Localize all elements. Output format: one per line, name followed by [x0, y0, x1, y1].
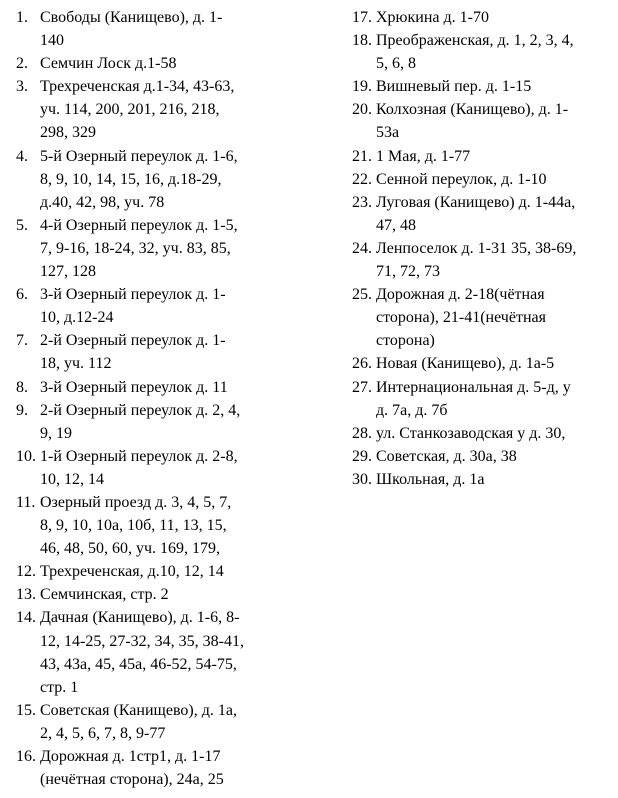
list-item — [16, 376, 284, 399]
list-item-line: Семчинская, стр. 2 — [40, 586, 169, 604]
list-item-text — [376, 445, 614, 468]
list-item-text — [376, 468, 614, 491]
list-item-line: 4-й Озерный переулок д. 1-5, — [40, 216, 238, 234]
list-item-line: Колхозная (Канищево), д. 1- — [376, 101, 569, 119]
list-item-line: 7, 9-16, 18-24, 32, уч. 83, 85, — [40, 239, 231, 257]
list-item — [352, 191, 614, 237]
list-item-line: Дорожная д. 1стр1, д. 1-17 — [40, 748, 221, 765]
list-item-line: 10, д.12-24 — [40, 309, 114, 327]
list-item-number: 1. — [16, 9, 28, 26]
list-item-number: 18. — [352, 32, 372, 50]
list-item-text — [40, 6, 284, 52]
list-item-text — [376, 29, 614, 75]
list-item — [352, 468, 614, 491]
list-item-number: 7. — [16, 332, 28, 350]
list-item — [16, 606, 284, 698]
list-item-line: ул. Станкозаводская у д. 30, — [376, 424, 566, 442]
list-item-line: 53а — [376, 124, 400, 142]
list-item-line: 2-й Озерный переулок д. 2, 4, — [40, 401, 241, 419]
list-item — [16, 75, 284, 144]
list-item — [352, 75, 614, 98]
list-item-number: 10. — [16, 447, 36, 465]
list-item-number: 29. — [352, 447, 372, 465]
list-item-number: 4. — [16, 147, 28, 165]
list-item-line: 298, 329 — [40, 124, 96, 142]
list-item — [352, 445, 614, 468]
list-item — [352, 29, 614, 75]
list-item-line: сторона) — [376, 332, 435, 350]
list-item-text — [40, 214, 284, 283]
list-item-line: 3-й Озерный переулок д. 1- — [40, 286, 226, 304]
list-item-line: 1 Мая, д. 1-77 — [376, 147, 471, 165]
list-item-line: Сенной переулок, д. 1-10 — [376, 170, 547, 188]
list-item-text — [376, 283, 614, 352]
list-item-text — [376, 422, 614, 445]
list-item-line: Трехреченская, д.10, 12, 14 — [40, 563, 224, 581]
list-item-number: 3. — [16, 78, 28, 96]
list-item-number: 8. — [16, 378, 28, 396]
list-item-line: 71, 72, 73 — [376, 263, 440, 281]
list-item — [352, 352, 614, 375]
list-item-line: 46, 48, 50, 60, уч. 169, 179, — [40, 540, 221, 558]
list-item — [16, 145, 284, 214]
list-item-line: Ленпоселок д. 1-31 35, 38-69, — [376, 239, 577, 257]
list-item-line: 5-й Озерный переулок д. 1-6, — [40, 147, 238, 165]
list-item-number: 21. — [352, 147, 372, 165]
list-item — [352, 145, 614, 168]
list-item-text — [376, 352, 614, 375]
list-item-number: 26. — [352, 355, 372, 373]
list-item — [352, 283, 614, 352]
list-item-number: 28. — [352, 424, 372, 442]
list-item-line: сторона), 21-41(нечётная — [376, 309, 546, 327]
list-item-line: Преображенская, д. 1, 2, 3, 4, — [376, 32, 574, 50]
list-item-line: 2-й Озерный переулок д. 1- — [40, 332, 226, 350]
list-item-text — [376, 376, 614, 422]
list-item-text — [40, 75, 284, 144]
list-item-number: 15. — [16, 701, 36, 719]
list-item-text — [376, 191, 614, 237]
list-item-text — [40, 560, 284, 583]
list-item — [16, 491, 284, 560]
list-item-line: Школьная, д. 1а — [376, 470, 485, 488]
list-item-line: 8, 9, 10, 10а, 10б, 11, 13, 15, — [40, 517, 227, 535]
list-item-line: Интернациональная д. 5-д, у — [376, 378, 571, 396]
list-item-line: уч. 114, 200, 201, 216, 218, — [40, 101, 220, 119]
list-item-text — [40, 583, 284, 606]
list-item-text — [376, 98, 614, 144]
list-item-line: 5, 6, 8 — [376, 55, 416, 73]
list-item-text — [40, 283, 284, 329]
list-item-number: 16. — [16, 748, 36, 765]
list-item-number: 22. — [352, 170, 372, 188]
list-item-line: 8, 9, 10, 14, 15, 16, д.18-29, — [40, 170, 222, 188]
list-item-text — [40, 699, 284, 745]
list-item-number: 27. — [352, 378, 372, 396]
list-item — [16, 560, 284, 583]
list-item — [16, 283, 284, 329]
list-item — [352, 422, 614, 445]
list-item-line: 127, 128 — [40, 263, 96, 281]
list-item-line: Трехреченская д.1-34, 43-63, — [40, 78, 235, 96]
list-item — [16, 745, 284, 791]
list-item-line: д.40, 42, 98, уч. 78 — [40, 193, 165, 211]
list-item-number: 23. — [352, 193, 372, 211]
list-item — [352, 6, 614, 29]
list-item-text — [40, 606, 284, 698]
list-item-text — [40, 399, 284, 445]
list-item-number: 25. — [352, 286, 372, 304]
list-item — [16, 214, 284, 283]
list-item — [352, 98, 614, 144]
list-item — [16, 445, 284, 491]
list-item-line: 12, 14-25, 27-32, 34, 35, 38-41, — [40, 632, 244, 650]
list-item — [16, 399, 284, 445]
list-item-text — [376, 145, 614, 168]
list-item-line: 3-й Озерный переулок д. 11 — [40, 378, 228, 396]
list-item-line: д. 7а, д. 7б — [376, 401, 448, 419]
list-item-text — [40, 329, 284, 375]
list-item-number: 6. — [16, 286, 28, 304]
list-item-line: Новая (Канищево), д. 1а-5 — [376, 355, 555, 373]
list-item-number: 13. — [16, 586, 36, 604]
list-item-line: Дорожная д. 2-18(чётная — [376, 286, 545, 304]
address-list-right-column — [352, 6, 614, 491]
list-item-text — [376, 75, 614, 98]
list-item-text — [40, 745, 284, 791]
list-item-line: 43, 43а, 45, 45а, 46-52, 54-75, — [40, 655, 237, 673]
list-item — [352, 237, 614, 283]
list-item-number: 9. — [16, 401, 28, 419]
list-item-line: 10, 12, 14 — [40, 470, 104, 488]
list-item-number: 11. — [16, 493, 36, 511]
address-list-left-column — [16, 6, 284, 791]
list-item-line: Хрюкина д. 1-70 — [376, 9, 489, 26]
list-item-line: Луговая (Канищево) д. 1-44а, — [376, 193, 576, 211]
list-item-line: 18, уч. 112 — [40, 355, 112, 373]
list-item-text — [40, 445, 284, 491]
list-item — [16, 699, 284, 745]
list-item-line: Семчин Лоск д.1-58 — [40, 55, 177, 73]
list-item-number: 2. — [16, 55, 28, 73]
list-item-text — [40, 145, 284, 214]
list-item — [16, 52, 284, 75]
list-item-line: Дачная (Канищево), д. 1-6, 8- — [40, 609, 240, 627]
list-item — [16, 6, 284, 52]
list-item — [352, 168, 614, 191]
list-item-line: 2, 4, 5, 6, 7, 8, 9-77 — [40, 724, 166, 742]
list-item-text — [376, 6, 614, 29]
list-item-line: (нечётная сторона), 24а, 25 — [40, 771, 224, 789]
list-item-text — [40, 491, 284, 560]
list-item-number: 12. — [16, 563, 36, 581]
list-item-line: 140 — [40, 32, 64, 50]
list-item-line: 9, 19 — [40, 424, 72, 442]
list-item — [16, 583, 284, 606]
list-item-line: Озерный проезд д. 3, 4, 5, 7, — [40, 493, 232, 511]
list-item-number: 17. — [352, 9, 372, 26]
list-item-text — [376, 168, 614, 191]
list-item-number: 30. — [352, 470, 372, 488]
list-item-line: 47, 48 — [376, 216, 416, 234]
list-item-number: 14. — [16, 609, 36, 627]
list-item-line: Советская, д. 30а, 38 — [376, 447, 517, 465]
list-item — [352, 376, 614, 422]
list-item-text — [376, 237, 614, 283]
list-item-line: Советская (Канищево), д. 1а, — [40, 701, 237, 719]
list-item-number: 19. — [352, 78, 372, 96]
list-item-text — [40, 52, 284, 75]
list-item-line: Вишневый пер. д. 1-15 — [376, 78, 532, 96]
list-item-line: 1-й Озерный переулок д. 2-8, — [40, 447, 238, 465]
list-item-number: 24. — [352, 239, 372, 257]
list-item-line: Свободы (Канищево), д. 1- — [40, 9, 223, 26]
list-item-text — [40, 376, 284, 399]
list-item-number: 20. — [352, 101, 372, 119]
list-item-number: 5. — [16, 216, 28, 234]
list-item — [16, 329, 284, 375]
list-item-line: стр. 1 — [40, 678, 79, 696]
